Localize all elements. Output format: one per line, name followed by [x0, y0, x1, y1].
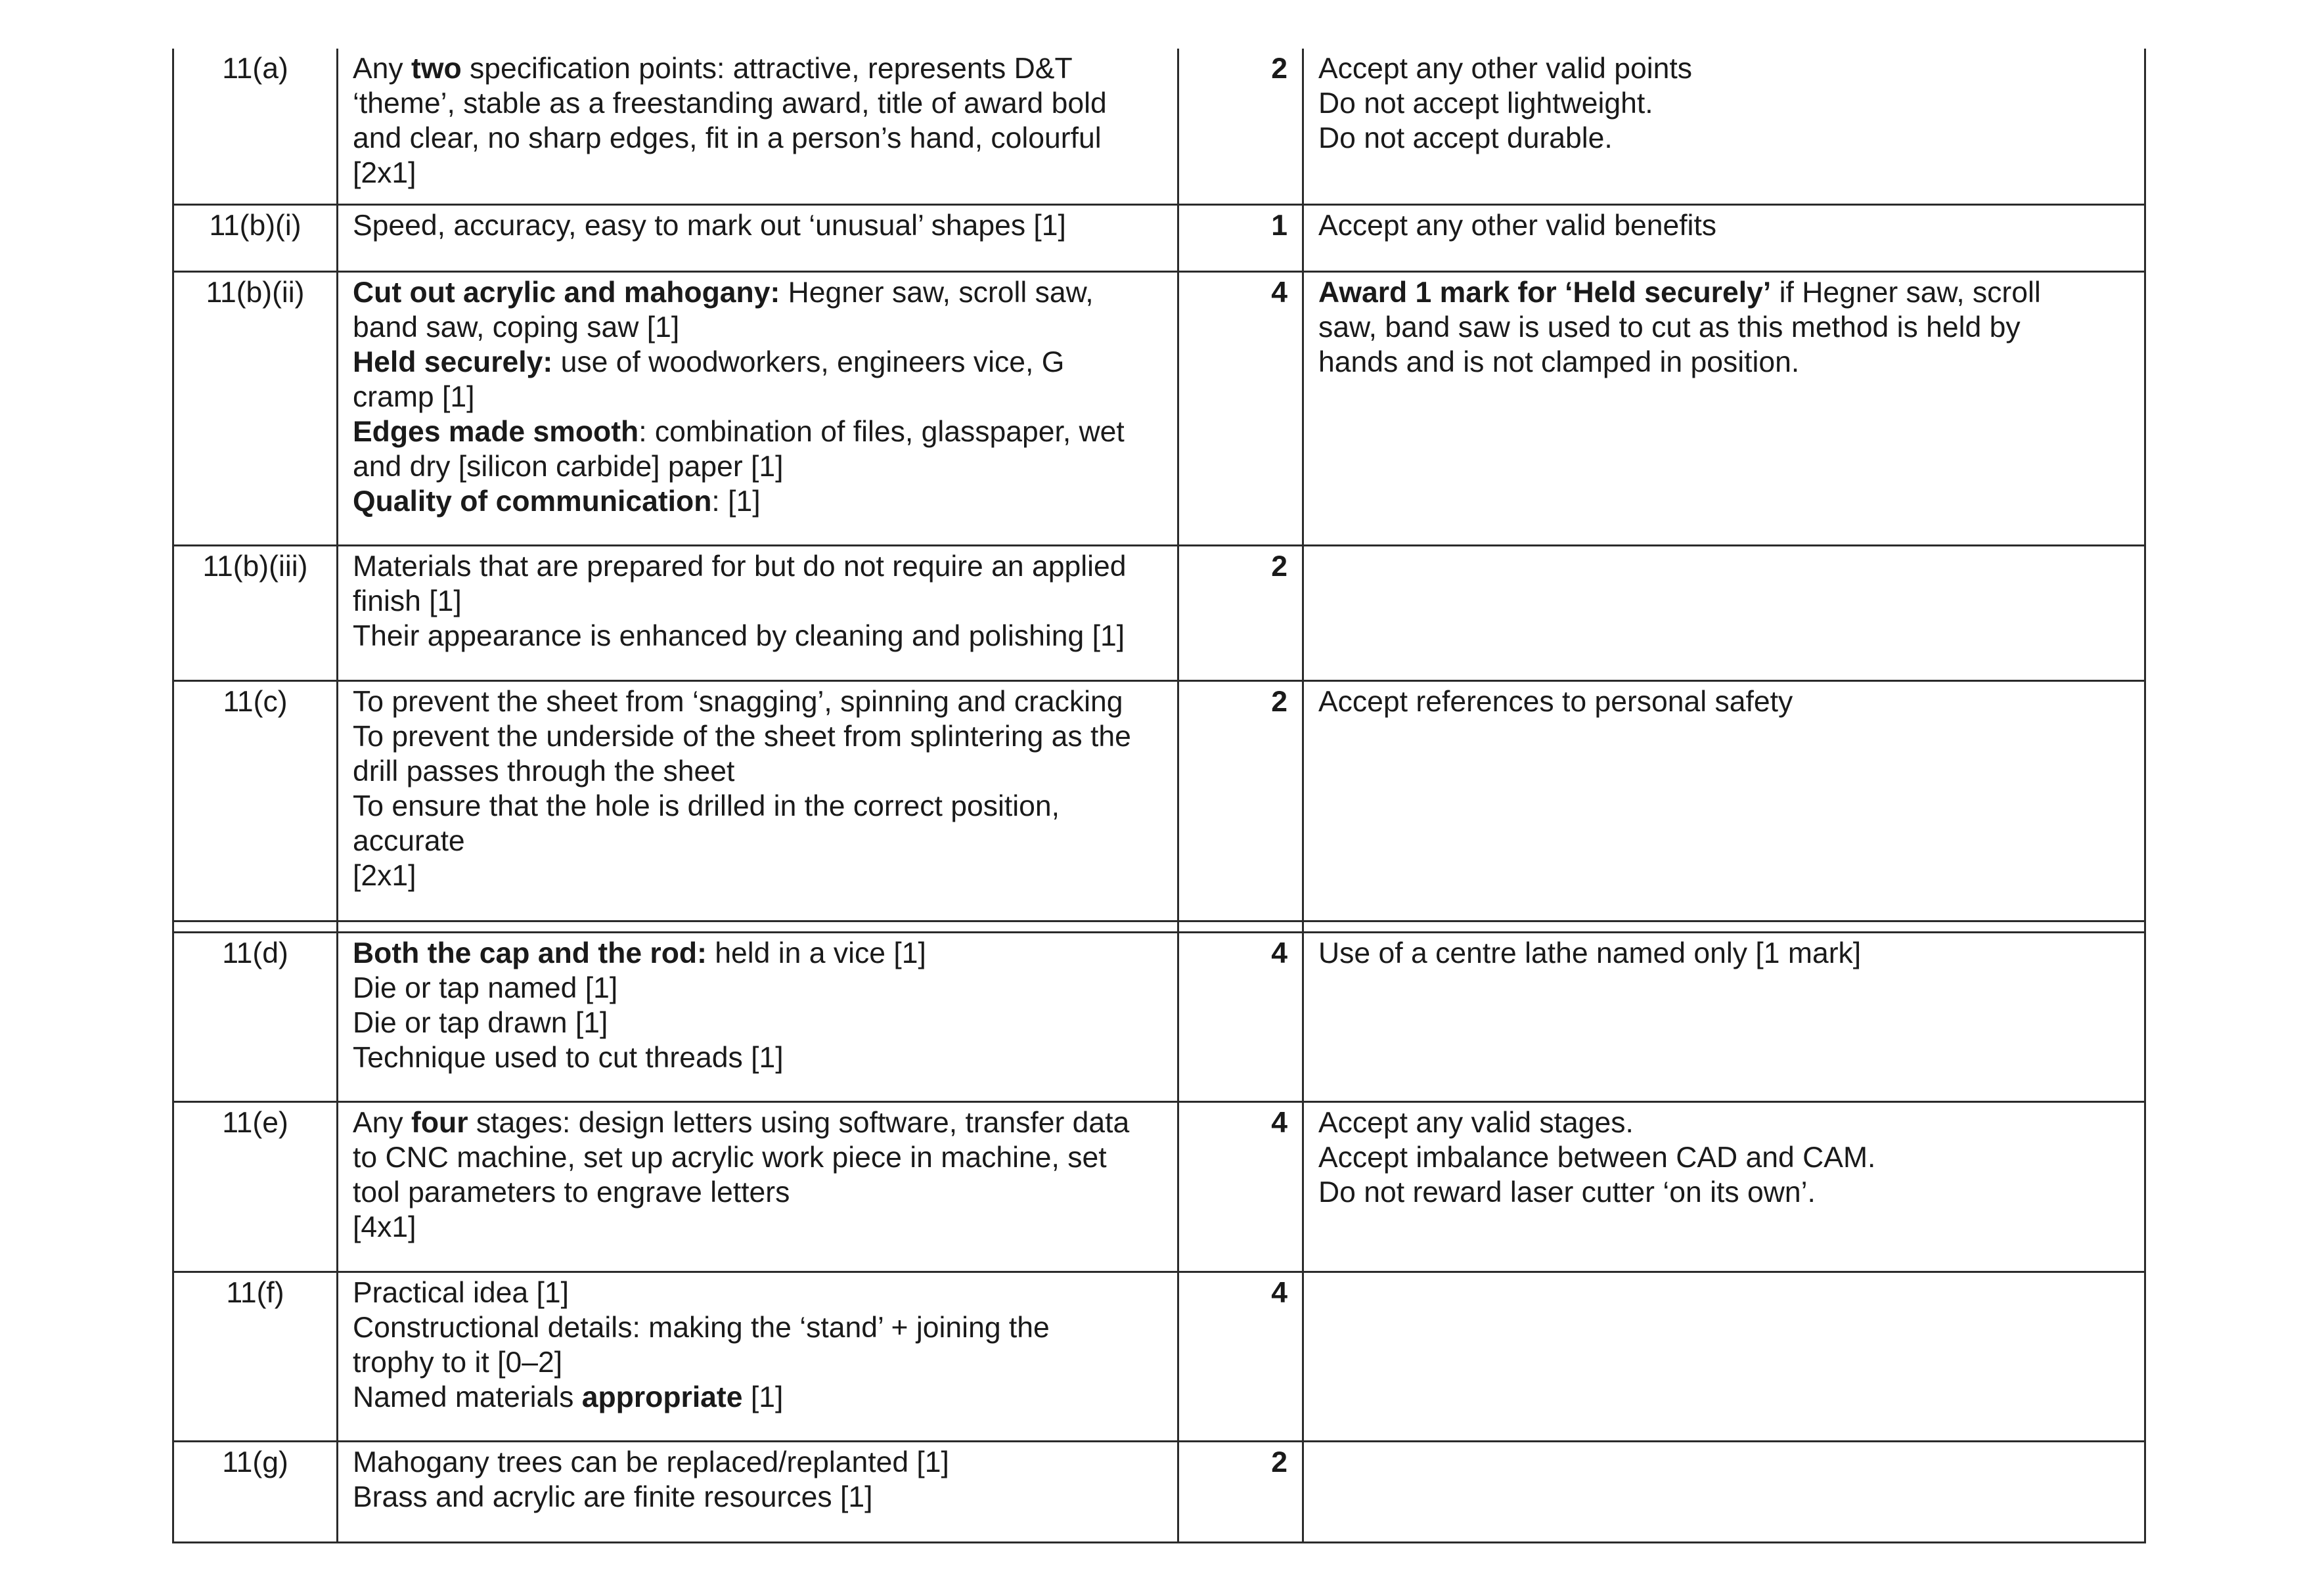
- text-line: [1318, 310, 2135, 345]
- text-span: and clear, no sharp edges, fit in a person’s hand, colourful: [353, 122, 1102, 154]
- question-number: 11(b)(iii): [173, 546, 338, 681]
- text-span: accurate: [353, 825, 465, 857]
- text-span: [2x1]: [353, 860, 416, 892]
- separator-cell: [1178, 921, 1303, 933]
- text-line: [353, 121, 1168, 156]
- answer-cell: [338, 272, 1178, 546]
- text-span: if Hegner saw, scroll: [1771, 277, 2041, 309]
- text-line: [353, 380, 1168, 414]
- text-span: Do not reward laser cutter ‘on its own’.: [1318, 1176, 1816, 1208]
- text-span: trophy to it [0–2]: [353, 1346, 563, 1379]
- text-span: Named materials: [353, 1381, 582, 1413]
- text-span: To prevent the sheet from ‘snagging’, spinning and cracking: [353, 686, 1123, 718]
- text-line: [1318, 684, 2135, 719]
- text-span: ‘theme’, stable as a freestanding award, title of award bold: [353, 87, 1107, 120]
- question-number: 11(d): [173, 933, 338, 1102]
- text-line: [353, 1175, 1168, 1210]
- text-span: Speed, accuracy, easy to mark out ‘unusual’ shapes [1]: [353, 210, 1066, 242]
- text-line: [353, 484, 1168, 519]
- text-span: [4x1]: [353, 1211, 416, 1243]
- guidance-cell: [1303, 933, 2145, 1102]
- text-span: use of woodworkers, engineers vice, G: [552, 346, 1065, 378]
- answer-cell: [338, 205, 1178, 272]
- text-line: [353, 936, 1168, 971]
- bold-text: Edges made smooth: [353, 416, 639, 448]
- text-span: To prevent the underside of the sheet from splintering as the: [353, 720, 1131, 753]
- text-span: saw, band saw is used to cut as this method is held by: [1318, 311, 2021, 344]
- answer-cell: [338, 49, 1178, 205]
- text-line: [353, 51, 1168, 86]
- text-span: Accept imbalance between CAD and CAM.: [1318, 1142, 1876, 1174]
- table-row: [173, 546, 2145, 681]
- guidance-cell: [1303, 272, 2145, 546]
- text-line: [353, 1040, 1168, 1075]
- text-span: Materials that are prepared for but do not require an applied: [353, 550, 1127, 583]
- guidance-cell: [1303, 205, 2145, 272]
- guidance-cell: [1303, 681, 2145, 921]
- answer-cell: [338, 1102, 1178, 1272]
- answer-cell: [338, 681, 1178, 921]
- text-line: [353, 789, 1168, 824]
- marks-cell: 4: [1178, 1272, 1303, 1442]
- question-number: 11(b)(ii): [173, 272, 338, 546]
- marks-cell: 1: [1178, 205, 1303, 272]
- bold-text: Both the cap and the rod:: [353, 937, 707, 969]
- text-line: [353, 345, 1168, 380]
- text-span: Any: [353, 1107, 412, 1139]
- marks-cell: 4: [1178, 1102, 1303, 1272]
- text-line: [353, 754, 1168, 789]
- text-span: Do not accept lightweight.: [1318, 87, 1653, 120]
- answer-cell: [338, 1442, 1178, 1543]
- guidance-cell: [1303, 546, 2145, 681]
- text-line: [353, 1445, 1168, 1480]
- text-span: Do not accept durable.: [1318, 122, 1613, 154]
- separator-cell: [1303, 921, 2145, 933]
- guidance-cell: [1303, 49, 2145, 205]
- table-row: [173, 49, 2145, 205]
- text-span: Accept any other valid points: [1318, 53, 1692, 85]
- text-line: [1318, 208, 2135, 243]
- mark-scheme-body: [173, 49, 2145, 1543]
- text-line: [1318, 1105, 2135, 1140]
- separator-cell: [173, 921, 338, 933]
- question-number: 11(g): [173, 1442, 338, 1543]
- text-line: [353, 1310, 1168, 1345]
- marks-cell: 4: [1178, 272, 1303, 546]
- text-span: to CNC machine, set up acrylic work piece in machine, set: [353, 1142, 1107, 1174]
- text-span: finish [1]: [353, 585, 462, 617]
- table-row: [173, 933, 2145, 1102]
- marks-cell: 4: [1178, 933, 1303, 1102]
- text-span: Accept any other valid benefits: [1318, 210, 1717, 242]
- text-line: [353, 584, 1168, 619]
- marks-cell: 2: [1178, 1442, 1303, 1543]
- text-line: [353, 1345, 1168, 1380]
- text-line: [1318, 121, 2135, 156]
- text-line: [1318, 1140, 2135, 1175]
- text-line: [353, 971, 1168, 1006]
- text-line: [353, 208, 1168, 243]
- text-span: [1]: [742, 1381, 784, 1413]
- text-line: [353, 86, 1168, 121]
- text-span: drill passes through the sheet: [353, 755, 735, 787]
- text-line: [353, 1380, 1168, 1415]
- text-span: Accept references to personal safety: [1318, 686, 1793, 718]
- separator-cell: [338, 921, 1178, 933]
- text-line: [353, 1140, 1168, 1175]
- question-number: 11(f): [173, 1272, 338, 1442]
- text-line: [1318, 936, 2135, 971]
- bold-text: appropriate: [581, 1381, 743, 1413]
- table-row: [173, 1442, 2145, 1543]
- text-line: [1318, 1175, 2135, 1210]
- bold-text: four: [411, 1107, 468, 1139]
- text-line: [1318, 51, 2135, 86]
- text-span: : combination of files, glasspaper, wet: [638, 416, 1125, 448]
- text-span: Accept any valid stages.: [1318, 1107, 1634, 1139]
- bold-text: Held securely:: [353, 346, 553, 378]
- text-span: : [1]: [711, 485, 761, 518]
- marks-cell: 2: [1178, 49, 1303, 205]
- text-line: [353, 449, 1168, 484]
- text-span: Practical idea [1]: [353, 1277, 569, 1309]
- text-span: Technique used to cut threads [1]: [353, 1042, 784, 1074]
- text-span: Die or tap drawn [1]: [353, 1007, 608, 1039]
- text-span: Use of a centre lathe named only [1 mark]: [1318, 937, 1862, 969]
- table-row: [173, 272, 2145, 546]
- text-line: [1318, 345, 2135, 380]
- text-line: [353, 549, 1168, 584]
- bold-text: Quality of communication: [353, 485, 712, 518]
- text-span: Constructional details: making the ‘stand’ + joining the: [353, 1312, 1050, 1344]
- guidance-cell: [1303, 1442, 2145, 1543]
- marks-cell: 2: [1178, 681, 1303, 921]
- text-line: [353, 719, 1168, 754]
- question-number: 11(c): [173, 681, 338, 921]
- text-line: [1318, 275, 2135, 310]
- text-line: [353, 1210, 1168, 1245]
- text-line: [353, 414, 1168, 449]
- question-number: 11(a): [173, 49, 338, 205]
- question-number: 11(e): [173, 1102, 338, 1272]
- text-line: [353, 1105, 1168, 1140]
- text-span: Die or tap named [1]: [353, 972, 618, 1004]
- marks-cell: 2: [1178, 546, 1303, 681]
- bold-text: Cut out acrylic and mahogany:: [353, 277, 780, 309]
- table-row: [173, 1272, 2145, 1442]
- text-span: To ensure that the hole is drilled in the correct position,: [353, 790, 1060, 822]
- question-number: 11(b)(i): [173, 205, 338, 272]
- text-span: Their appearance is enhanced by cleaning and polishing [1]: [353, 620, 1125, 652]
- text-span: [2x1]: [353, 157, 416, 189]
- table-row: [173, 1102, 2145, 1272]
- table-row: [173, 681, 2145, 921]
- text-span: held in a vice [1]: [706, 937, 926, 969]
- text-span: Mahogany trees can be replaced/replanted [1]: [353, 1446, 949, 1478]
- text-line: [353, 684, 1168, 719]
- text-line: [353, 619, 1168, 654]
- answer-cell: [338, 546, 1178, 681]
- text-span: and dry [silicon carbide] paper [1]: [353, 451, 784, 483]
- text-line: [353, 275, 1168, 310]
- text-line: [353, 1275, 1168, 1310]
- guidance-cell: [1303, 1102, 2145, 1272]
- text-span: Hegner saw, scroll saw,: [780, 277, 1094, 309]
- text-line: [353, 1006, 1168, 1040]
- text-span: tool parameters to engrave letters: [353, 1176, 790, 1208]
- text-line: [353, 1480, 1168, 1515]
- text-span: cramp [1]: [353, 381, 475, 413]
- bold-text: Award 1 mark for ‘Held securely’: [1318, 277, 1772, 309]
- text-line: [353, 156, 1168, 190]
- answer-cell: [338, 933, 1178, 1102]
- table-row: [173, 205, 2145, 272]
- text-span: Brass and acrylic are finite resources [1]: [353, 1481, 873, 1513]
- text-line: [1318, 86, 2135, 121]
- text-span: stages: design letters using software, transfer data: [468, 1107, 1130, 1139]
- row-separator: [173, 921, 2145, 933]
- bold-text: two: [411, 53, 462, 85]
- text-line: [353, 824, 1168, 858]
- guidance-cell: [1303, 1272, 2145, 1442]
- text-span: hands and is not clamped in position.: [1318, 346, 1800, 378]
- text-line: [353, 858, 1168, 893]
- answer-cell: [338, 1272, 1178, 1442]
- mark-scheme-table: [172, 49, 2146, 1543]
- text-span: band saw, coping saw [1]: [353, 311, 680, 344]
- text-span: specification points: attractive, represents D&T: [461, 53, 1073, 85]
- text-span: Any: [353, 53, 412, 85]
- text-line: [353, 310, 1168, 345]
